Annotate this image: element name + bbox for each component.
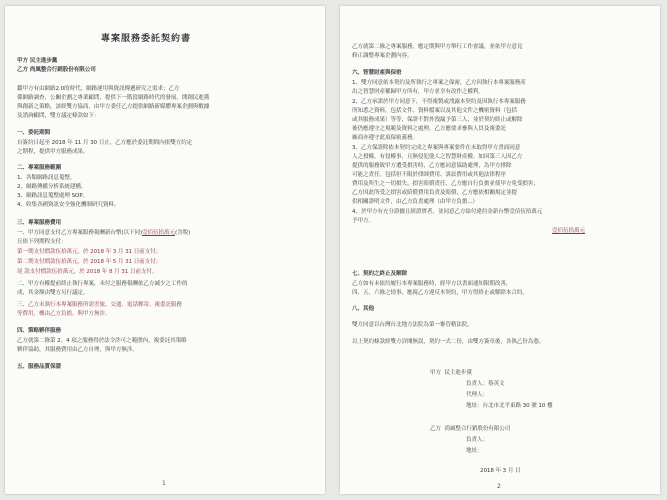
section-text: 4、於甲方有充分證據且經證實者，並同意乙方給付違約金新台幣壹佰伍拾萬元 [352, 209, 543, 215]
party-a: 甲方 民主進步黨 [17, 58, 58, 64]
section-heading: 七、契約之終止及解除 [352, 271, 407, 277]
section-heading: 四、策略夥伴服務 [17, 328, 61, 334]
section-text: 3、乙方保證除依本契約完成之專案與專案要件在未取得甲方書面同意 [352, 145, 521, 151]
party-b-rep-label: 負責人： [466, 437, 488, 443]
party-a-agent-label: 代理人： [466, 392, 488, 398]
section-text: 成，其金額由雙方另行議定。 [17, 290, 89, 296]
section-text: 後仍應遵守之規範及資料之處理。乙方應要求參與人員及複委託 [352, 126, 506, 132]
list-item: 2、網路傳播分析系統建構。 [17, 184, 87, 190]
section-text: 可能之責任。包括但不限於律師費用、訴訟費用或其他法律程序 [352, 172, 506, 178]
section-text: 雙方同意以台灣台北地方法院為第一審管轄法院。 [352, 322, 473, 328]
section-text: 提供的服務致甲方遭受損害時，乙方應同意協助處理，為甲方排除 [352, 163, 512, 169]
party-b-label: 乙方 [430, 426, 441, 432]
contract-date: 2018 年 3 月 日 [480, 468, 521, 474]
section-heading: 六、智慧財產與保密 [352, 70, 402, 76]
party-a-label: 甲方 [430, 370, 441, 376]
fee-clause-text: 一、甲方同意支付乙方專案服務報酬新台幣(以下同) [17, 230, 143, 236]
party-a-address-value: 台北市北平東路 30 號 10 樓 [482, 403, 553, 409]
contract-title: 專案服務委託契約書 [101, 34, 192, 44]
intro-line: 及諮詢顧問，雙方議定條款如下： [17, 113, 100, 119]
section-heading: 二、專案服務範圍 [17, 165, 61, 171]
section-text: 1、雙方同意依本契約及所執行之專案之保密，乙方因執行本專案服務產 [352, 80, 526, 86]
section-text: 且依下列期程支付： [17, 239, 67, 245]
party-a-signature [430, 370, 472, 377]
section-text: 乙方就第二條之專案服務，應定期與甲方舉行工作會議，並依甲方意見 [352, 44, 523, 50]
fee-tax-note: (含稅) [175, 230, 191, 236]
section-heading: 三、專案服務費用 [17, 220, 61, 226]
section-heading: 八、其他 [352, 306, 374, 312]
section-heading: 一、委託期間 [17, 130, 50, 136]
payment-line: 第二期支付價款伍拾萬元，於 2018 年 5 月 31 日前支付； [17, 259, 162, 265]
section-text: 修正調整專案企劃內容。 [352, 53, 413, 59]
section-text: 二、甲方有權提前終止執行專案，未付之服務報酬依乙方減少之工作的 [17, 281, 188, 287]
intro-line: 與創新之策略，該經雙方協商，由甲方委任乙方提供網路新媒體專案企劃與數據 [17, 104, 210, 110]
penalty-amount: 壹佰伍拾萬元 [552, 228, 585, 234]
section-text: 乙方就第二條第 2、4 項之服務得於法令許可之範圍內，複委託其策略 [17, 338, 187, 344]
section-text: 四、五、六條之情事，應視乙方違反本契約，甲方得終止或解除本合約。 [352, 290, 528, 296]
contract-page-1 [5, 6, 325, 494]
page-number: 1 [162, 480, 166, 487]
list-item: 1、各類網路訊息蒐整。 [17, 175, 76, 181]
list-item: 4、收集各國資訊安全強化機制研究資料。 [17, 202, 120, 208]
party-a-rep [466, 381, 504, 388]
page-number: 2 [497, 483, 501, 490]
party-b: 乙方 尚風整合行銷股份有限公司 [17, 67, 96, 73]
party-a-rep-name: 蔡英文 [487, 381, 505, 387]
section-text: 出之智慧財產權歸甲方所有，甲方並享有改作之權利。 [352, 89, 484, 95]
intro-line: 係網路調查、公關企劃之專業顧問，提供下一階段網路時代的發展，開創民進黨 [17, 95, 210, 101]
section-text: 廠商亦遵守此項保密義務。 [352, 135, 418, 141]
section-text: 費用及所生之一切損失、損害賠償責任、乙方應自行負擔並使甲方免受損害； [352, 181, 539, 187]
section-text: 人之授權，有侵權事，且無侵犯他人之智慧財產權。如因第三人因乙方 [352, 154, 523, 160]
payment-line: 第一期支付價款伍拾萬元，於 2018 年 3 月 31 日前支付； [17, 249, 162, 255]
section-text: 乙方因此所受之損害或賠償費用負責及賠償，乙方應依相關規定並提 [352, 190, 517, 196]
section-text: 以上契約條款經雙方詳閱無誤，契約一式二份，由雙方簽章後，各執乙份為憑。 [352, 339, 545, 345]
party-a-address-label: 地址： [466, 403, 483, 409]
intro-line: 鑑甲方有由網路2.0的時代，網路運用與資訊傳遞研究之需求；乙方 [17, 86, 180, 92]
party-a-name: 民主進步黨 [444, 370, 472, 376]
party-b-signature [430, 426, 510, 433]
party-a-rep-label: 負責人： [466, 381, 488, 387]
section-text: 三、乙方未執行本專案服務所需差旅、交通、電話郵寄、複委託服務 [17, 302, 182, 308]
section-heading: 五、服務品質保證 [17, 364, 61, 370]
section-text: 供相關證明文件，由乙方負責處理（由甲方負擔...） [352, 199, 478, 205]
fee-amount: 壹佰伍拾萬元 [142, 230, 175, 236]
section-text: 夥伴協助，其服務費用由乙方自理，與甲方無涉。 [17, 347, 138, 353]
section-text: 予甲方。 [352, 218, 374, 224]
section-text: 等費用，概由乙方負擔，與甲方無涉。 [17, 311, 111, 317]
section-text: 或其服務成果）等等，保證不對外洩漏予第三人，並於契約終止或解除 [352, 117, 523, 123]
payment-line: 尾 款支付價款伍拾萬元，於 2018 年 8 月 31 日前支付。 [17, 269, 158, 275]
fee-clause [17, 230, 190, 237]
section-text: 自簽約日起至 2018 年 11 月 30 日止，乙方應於委託期間內依雙方約定 [17, 140, 193, 146]
contract-page-2 [340, 6, 660, 494]
list-item: 3、網路訊息蒐整處理 SOP。 [17, 193, 89, 199]
section-text: 之期程，提供甲方服務成果。 [17, 149, 89, 155]
party-b-address-label: 地址： [466, 448, 483, 454]
section-text: 乙方如有未依約履行本專案服務時，經甲方以書面通知限期改善， [352, 281, 512, 287]
section-text: 所知悉之資料，包括文件、資料檔案以及其他文件之機密資料（包括 [352, 108, 517, 114]
party-b-name: 尚風整合行銷股份有限公司 [444, 426, 511, 432]
section-text: 2、乙方承諾於甲方同意下，不得複製或洩露本契約及因執行本專案服務 [352, 99, 526, 105]
party-a-address [466, 403, 552, 410]
